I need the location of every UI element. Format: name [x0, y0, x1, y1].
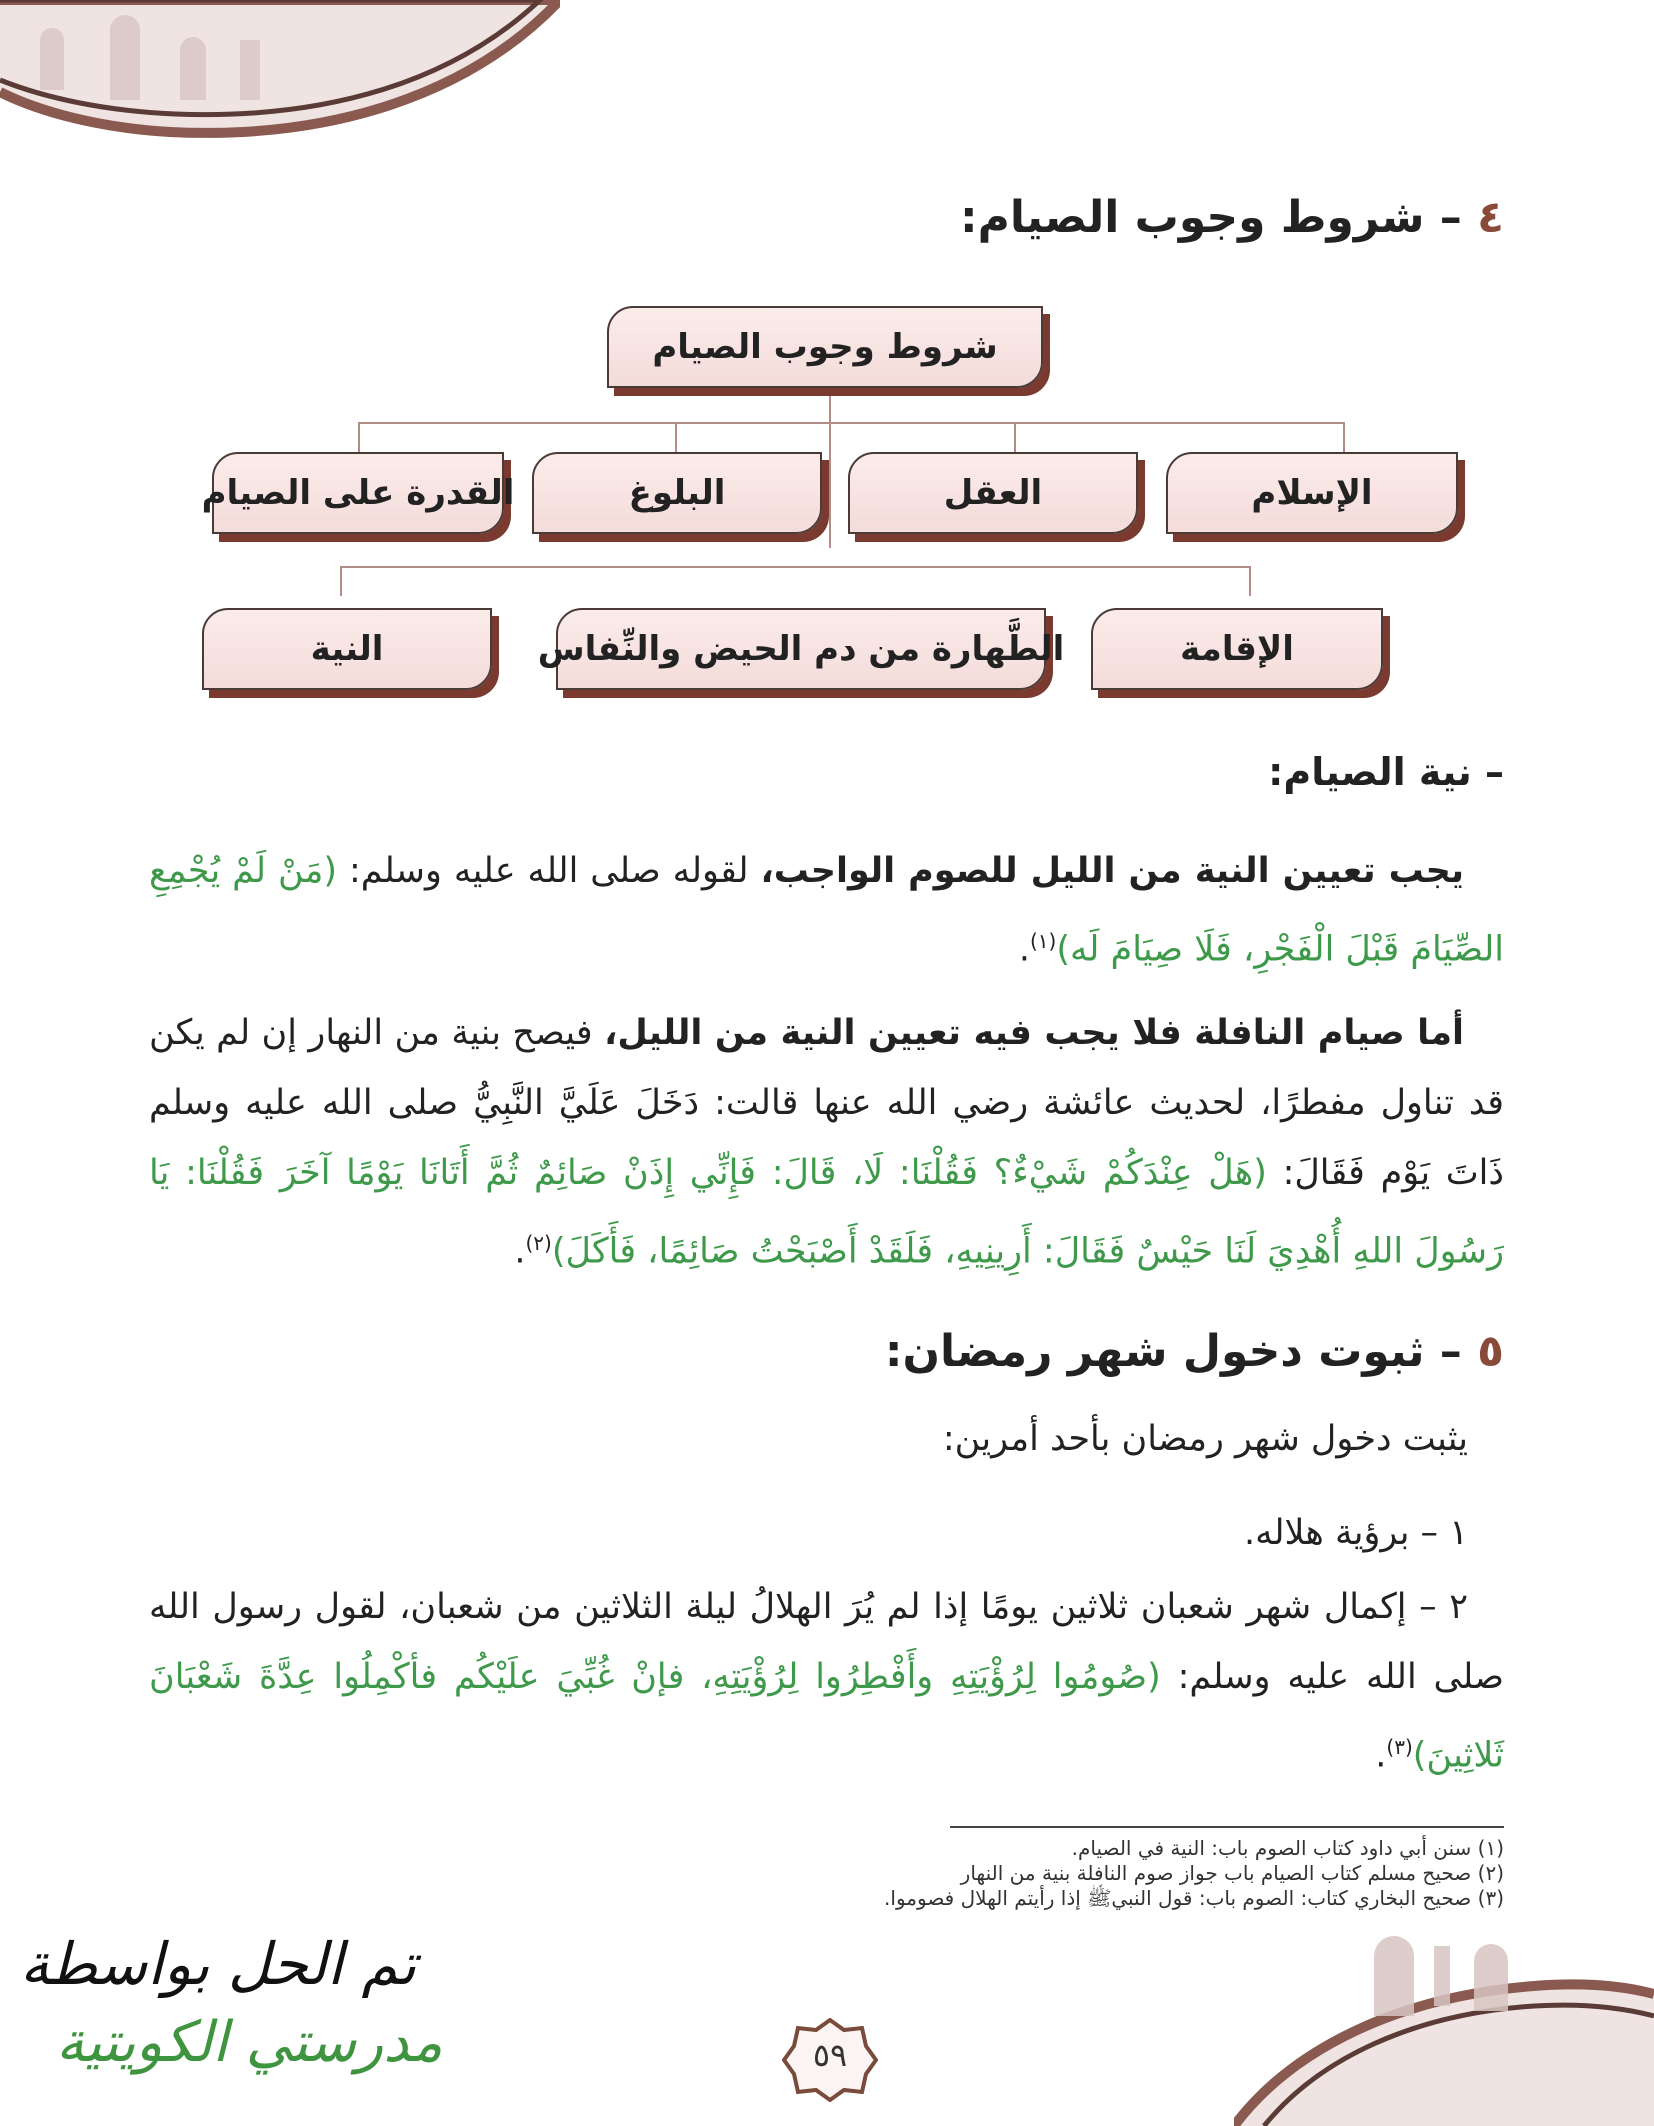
chart-box-label: الإسلام — [1251, 473, 1373, 513]
page-number-text: ٥٩ — [812, 2036, 848, 2074]
chart-drop-6 — [340, 566, 342, 596]
niyyah-p1-text: لقوله صلى الله عليه وسلم: — [337, 851, 761, 891]
chart-box-label: الطَّهارة من دم الحيض والنِّفاس — [537, 629, 1065, 669]
chart-root-label: شروط وجوب الصيام — [652, 327, 998, 367]
section-4-number: ٤ — [1477, 192, 1504, 243]
chart-box-islam — [1166, 452, 1458, 534]
niyyah-paragraph-1: يجب تعيين النية من الليل للصوم الواجب، لقوله صلى الله عليه وسلم: (مَنْ لَمْ يُجْمِعِ الصِّيَامَ قَبْلَ الْفَجْرِ، فَلَا صِيَامَ لَه)$^{(١)}$. — [149, 851, 1504, 970]
niyyah-p2-hadith: (هَلْ عِنْدَكُمْ شَيْءٌ؟ فَقُلْنَا: لَا، قَالَ: فَإِنِّي إِذَنْ صَائِمٌ ثُمَّ أَتَانَا يَوْمًا آخَرَ فَقُلْنَا: يَا رَسُولَ اللهِ أُهْدِيَ لَنَا حَيْسٌ فَقَالَ: أَرِينِيهِ، فَلَقَدْ أَصْبَحْتُ صَائِمًا، فَأَكَلَ) — [149, 1153, 1504, 1272]
niyyah-p2-bold: أما صيام النافلة فلا يجب فيه تعيين النية من الليل، — [604, 1013, 1464, 1053]
page-number — [782, 2018, 878, 2102]
chart-row2-bar — [340, 566, 1251, 568]
chart-row1-bar — [358, 422, 1345, 424]
footnote-separator — [950, 1826, 1504, 1828]
corner-ornament-bottom-right — [1234, 1936, 1654, 2126]
chart-box-label: القدرة على الصيام — [201, 473, 515, 513]
footnote-2: (٢) صحيح مسلم كتاب الصيام باب جواز صوم النافلة بنية من النهار — [960, 1861, 1504, 1885]
section-5-item-2-hadith: (صُومُوا لِرُؤْيَتِهِ وأَفْطِرُوا لِرُؤْيَتِهِ، فإنْ غُبِّيَ علَيْكُم فأكْمِلُوا عِدَّةَ شَعْبَانَ ثَلاثِينَ) — [149, 1657, 1504, 1776]
handwriting-line-1: تم الحل بواسطة — [20, 1930, 417, 1998]
section-4-title: – شروط وجوب الصيام: — [960, 192, 1462, 243]
chart-trunk-line — [829, 380, 831, 548]
section-5-item-2-text: ٢ – إكمال شهر شعبان ثلاثين يومًا إذا لم يُرَ الهلالُ ليلة الثلاثين من شعبان، لقول رسول الله صلى الله عليه وسلم: — [149, 1587, 1504, 1697]
chart-box-label: النية — [310, 629, 384, 669]
niyyah-p1-bold: يجب تعيين النية من الليل للصوم الواجب، — [760, 851, 1464, 891]
niyyah-p2-text: فيصح بنية من النهار إن لم يكن قد تناول مفطرًا، لحديث عائشة رضي الله عنها قالت: دَخَلَ عَلَيَّ النَّبِيُّ صلى الله عليه وسلم ذَاتَ يَوْم فَقَالَ: — [149, 1013, 1504, 1193]
chart-box-label: البلوغ — [628, 473, 726, 513]
section-5-number: ٥ — [1477, 1326, 1504, 1377]
chart-box-niyya — [202, 608, 492, 690]
niyyah-p2-ref: (٢) — [525, 1231, 552, 1255]
section-5-item-1: ١ – برؤية هلاله. — [1243, 1513, 1468, 1553]
chart-box-aql — [848, 452, 1138, 534]
chart-drop-4 — [358, 422, 360, 452]
chart-drop-5 — [1249, 566, 1251, 596]
chart-drop-3 — [675, 422, 677, 452]
section-5-heading — [885, 1326, 1504, 1377]
niyyah-paragraph-2: أما صيام النافلة فلا يجب فيه تعيين النية من الليل، فيصح بنية من النهار إن لم يكن قد تناول مفطرًا، لحديث عائشة رضي الله عنها قالت: دَخَلَ عَلَيَّ النَّبِيُّ صلى الله عليه وسلم ذَاتَ يَوْم فَقَالَ: (هَلْ عِنْدَكُمْ شَيْءٌ؟ فَقُلْنَا: لَا، قَالَ: فَإِنِّي إِذَنْ صَائِمٌ ثُمَّ أَتَانَا يَوْمًا آخَرَ فَقُلْنَا: يَا رَسُولَ اللهِ أُهْدِيَ لَنَا حَيْسٌ فَقَالَ: أَرِينِيهِ، فَلَقَدْ أَصْبَحْتُ صَائِمًا، فَأَكَلَ)$^{(٢)}$. — [149, 1013, 1504, 1272]
chart-box-iqama — [1091, 608, 1383, 690]
footnote-3: (٣) صحيح البخاري كتاب: الصوم باب: قول النبيﷺ إذا رأيتم الهلال فصوموا. — [884, 1886, 1504, 1910]
footnote-1: (١) سنن أبي داود كتاب الصوم باب: النية في الصيام. — [1071, 1836, 1504, 1860]
section-5-item-2-ref: (٣) — [1386, 1735, 1413, 1759]
handwriting-line-2: مدرستي الكويتية — [56, 2010, 443, 2075]
corner-ornament-top-left — [0, 0, 560, 150]
chart-box-label: الإقامة — [1180, 629, 1294, 669]
niyyah-subheading: – نية الصيام: — [1268, 750, 1504, 794]
niyyah-p1-ref: (١) — [1029, 929, 1057, 953]
footnotes — [684, 1836, 1504, 1911]
niyyah-p1-hadith: (مَنْ لَمْ يُجْمِعِ الصِّيَامَ قَبْلَ الْفَجْرِ، فَلَا صِيَامَ لَه) — [149, 851, 1504, 970]
section-4-heading — [960, 192, 1504, 243]
section-5-item-2: ٢ – إكمال شهر شعبان ثلاثين يومًا إذا لم يُرَ الهلالُ ليلة الثلاثين من شعبان، لقول رسول الله صلى الله عليه وسلم: (صُومُوا لِرُؤْيَتِهِ وأَفْطِرُوا لِرُؤْيَتِهِ، فإنْ غُبِّيَ علَيْكُم فأكْمِلُوا عِدَّةَ شَعْبَانَ ثَلاثِينَ)$^{(٣)}$. — [149, 1587, 1504, 1776]
section-5-title: – ثبوت دخول شهر رمضان: — [884, 1326, 1462, 1377]
chart-root-box — [607, 306, 1043, 388]
chart-box-tahara — [537, 608, 1065, 690]
chart-box-buloogh — [532, 452, 822, 534]
chart-box-qudra — [201, 452, 515, 534]
chart-drop-1 — [1343, 422, 1345, 452]
chart-drop-2 — [1014, 422, 1016, 452]
section-5-intro: يثبت دخول شهر رمضان بأحد أمرين: — [942, 1419, 1468, 1459]
chart-box-label: العقل — [943, 473, 1043, 513]
